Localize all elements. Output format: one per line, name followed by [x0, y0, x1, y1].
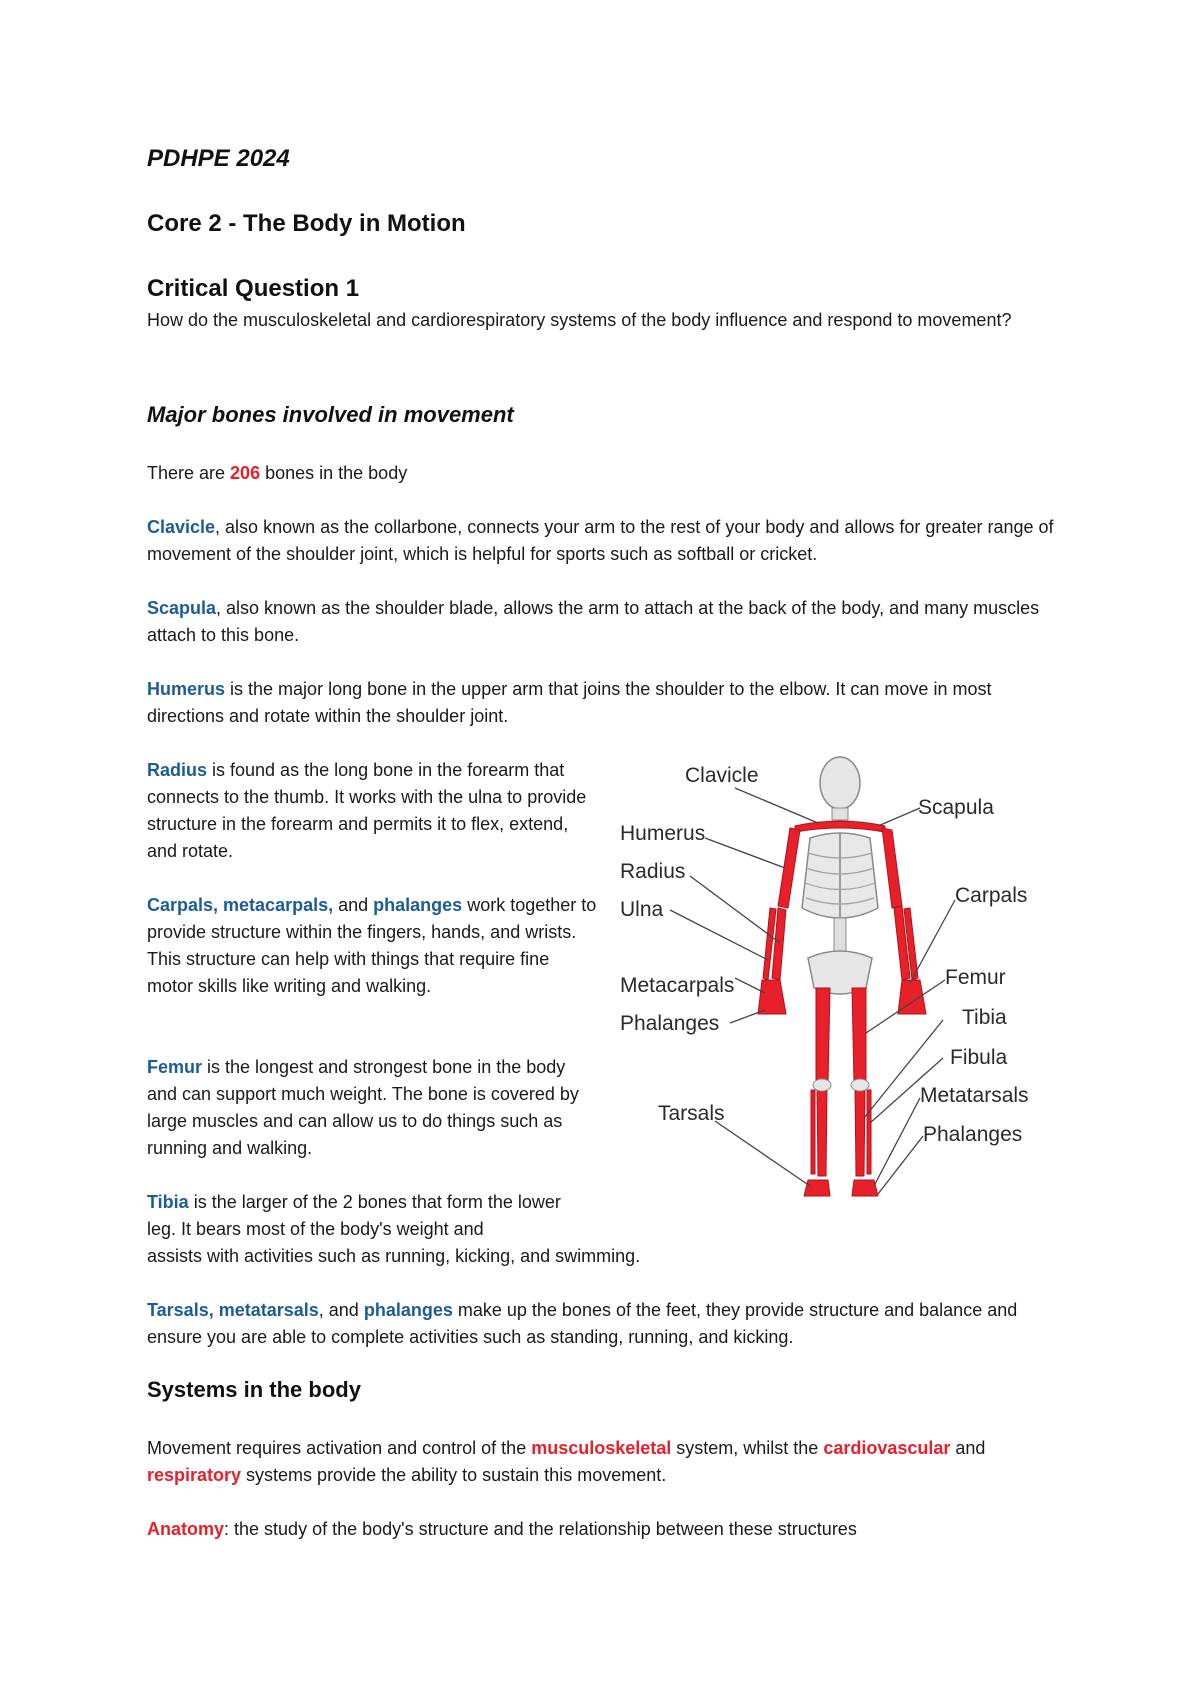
femur-bone-right — [852, 988, 866, 1083]
skeleton-body — [802, 757, 878, 994]
label-metacarpals: Metacarpals — [620, 974, 735, 997]
anatomy-term: Anatomy — [147, 1519, 225, 1539]
clavicle-text: , also known as the collarbone, connects your arm to the rest of your body and allows for greater range of movement of the shoulder joint, which is helpful for sports such as softball or cricket. — [147, 517, 1054, 564]
bone-count-intro: There are — [147, 463, 231, 483]
foot-left — [804, 1180, 830, 1196]
hands-term-2: phalanges — [373, 895, 463, 915]
humerus-term: Humerus — [147, 679, 226, 699]
clavicle-bone — [795, 821, 885, 832]
clavicle-term: Clavicle — [147, 517, 216, 537]
knee-left — [813, 1079, 831, 1091]
systems-text-c: and — [950, 1438, 986, 1458]
tibia-paragraph — [147, 1189, 592, 1243]
humerus-paragraph — [147, 676, 1067, 730]
systems-paragraph — [147, 1435, 1067, 1489]
anatomy-text: : the study of the body's structure and the relationship between these structures — [224, 1519, 857, 1539]
label-fibula: Fibula — [950, 1046, 1008, 1069]
label-phalanges-foot: Phalanges — [923, 1123, 1023, 1146]
tibia-bone-left — [817, 1088, 827, 1176]
hand-left — [758, 980, 786, 1014]
fibula-bone-right — [867, 1090, 871, 1174]
label-clavicle: Clavicle — [685, 764, 759, 787]
systems-text-d: systems provide the ability to sustain this movement. — [241, 1465, 667, 1485]
label-femur: Femur — [945, 966, 1006, 989]
clavicle-paragraph — [147, 514, 1067, 568]
skeleton-diagram — [620, 748, 1070, 1208]
systems-text-a: Movement requires activation and control of the — [147, 1438, 532, 1458]
femur-text: is the longest and strongest bone in the body and can support much weight. The bone is covered by large muscles and can allow us to do things such as running and walking. — [147, 1057, 579, 1158]
bone-count-paragraph — [147, 460, 407, 487]
tibia-term: Tibia — [147, 1192, 189, 1212]
systems-text-b: system, whilst the — [671, 1438, 824, 1458]
label-humerus: Humerus — [620, 822, 706, 845]
critical-question-text: How do the musculoskeletal and cardiorespiratory systems of the body influence and respond to movement? — [147, 310, 1012, 330]
femur-paragraph — [147, 1054, 592, 1162]
humerus-leader — [705, 838, 785, 868]
tibia-bone-right — [855, 1088, 865, 1176]
hands-text: work together to provide structure within the fingers, hands, and wrists. This structure can help with things that require fine motor skills like writing and walking. — [147, 895, 597, 996]
knee-right — [851, 1079, 869, 1091]
label-carpals: Carpals — [955, 884, 1028, 907]
scapula-paragraph — [147, 595, 1067, 649]
humerus-bone-right — [882, 828, 902, 908]
femur-term: Femur — [147, 1057, 203, 1077]
core-title: Core 2 - The Body in Motion — [147, 210, 466, 237]
fibula-bone-left — [811, 1090, 815, 1174]
radius-paragraph — [147, 757, 597, 865]
anatomy-paragraph — [147, 1516, 1067, 1543]
feet-term-1: Tarsals, metatarsals — [147, 1300, 319, 1320]
tibia-paragraph-continued: assists with activities such as running, kicking, and swimming. — [147, 1246, 641, 1266]
bones-heading: Major bones involved in movement — [147, 402, 514, 427]
bone-count-value: 206 — [230, 463, 261, 483]
femur-bone-left — [816, 988, 830, 1083]
foot-right — [852, 1180, 878, 1196]
metacarpals-leader — [735, 978, 765, 993]
critical-question-heading: Critical Question 1 — [147, 275, 360, 302]
musculoskeletal-term: musculoskeletal — [531, 1438, 672, 1458]
scapula-text: , also known as the shoulder blade, allows the arm to attach at the back of the body, and many muscles attach to this bone. — [147, 598, 1040, 645]
label-radius: Radius — [620, 860, 686, 883]
tarsals-leader — [715, 1121, 810, 1186]
hands-term-1: Carpals, metacarpals, — [147, 895, 334, 915]
course-title: PDHPE 2024 — [147, 145, 290, 172]
label-tibia: Tibia — [962, 1006, 1007, 1029]
radius-text: is found as the long bone in the forearm that connects to the thumb. It works with the ulna to provide structure in the forearm and permits it to flex, extend, and rotate. — [147, 760, 587, 861]
clavicle-leader — [735, 788, 818, 823]
hands-paragraph — [147, 892, 597, 1000]
feet-text: make up the bones of the feet, they provide structure and balance and ensure you are able to complete activities such as standing, running, and kicking. — [147, 1300, 1018, 1347]
radius-term: Radius — [147, 760, 208, 780]
ulna-leader — [670, 910, 768, 960]
feet-paragraph — [147, 1297, 1067, 1351]
feet-term-2: phalanges — [363, 1300, 453, 1320]
skull — [820, 757, 860, 809]
bone-count-outro: bones in the body — [260, 463, 408, 483]
scapula-leader — [878, 808, 920, 826]
phalanges-hand-leader — [730, 1010, 765, 1023]
feet-mid: , and — [318, 1300, 364, 1320]
metatarsals-leader — [874, 1098, 920, 1186]
label-ulna: Ulna — [620, 898, 664, 921]
hands-mid: and — [333, 895, 374, 915]
tibia-text-a: is the larger of the 2 bones that form the lower leg. It bears most of the body's weight and — [147, 1192, 561, 1239]
humerus-bone-left — [778, 828, 800, 908]
label-phalanges-hand: Phalanges — [620, 1012, 720, 1035]
cardiovascular-term: cardiovascular — [823, 1438, 951, 1458]
label-scapula: Scapula — [918, 796, 994, 819]
label-metatarsals: Metatarsals — [920, 1084, 1029, 1107]
radius-leader — [690, 876, 780, 943]
respiratory-term: respiratory — [147, 1465, 242, 1485]
scapula-term: Scapula — [147, 598, 217, 618]
label-tarsals: Tarsals — [658, 1102, 725, 1125]
systems-heading: Systems in the body — [147, 1377, 361, 1402]
humerus-text: is the major long bone in the upper arm that joins the shoulder to the elbow. It can move in most directions and rotate within the shoulder joint. — [147, 679, 992, 726]
